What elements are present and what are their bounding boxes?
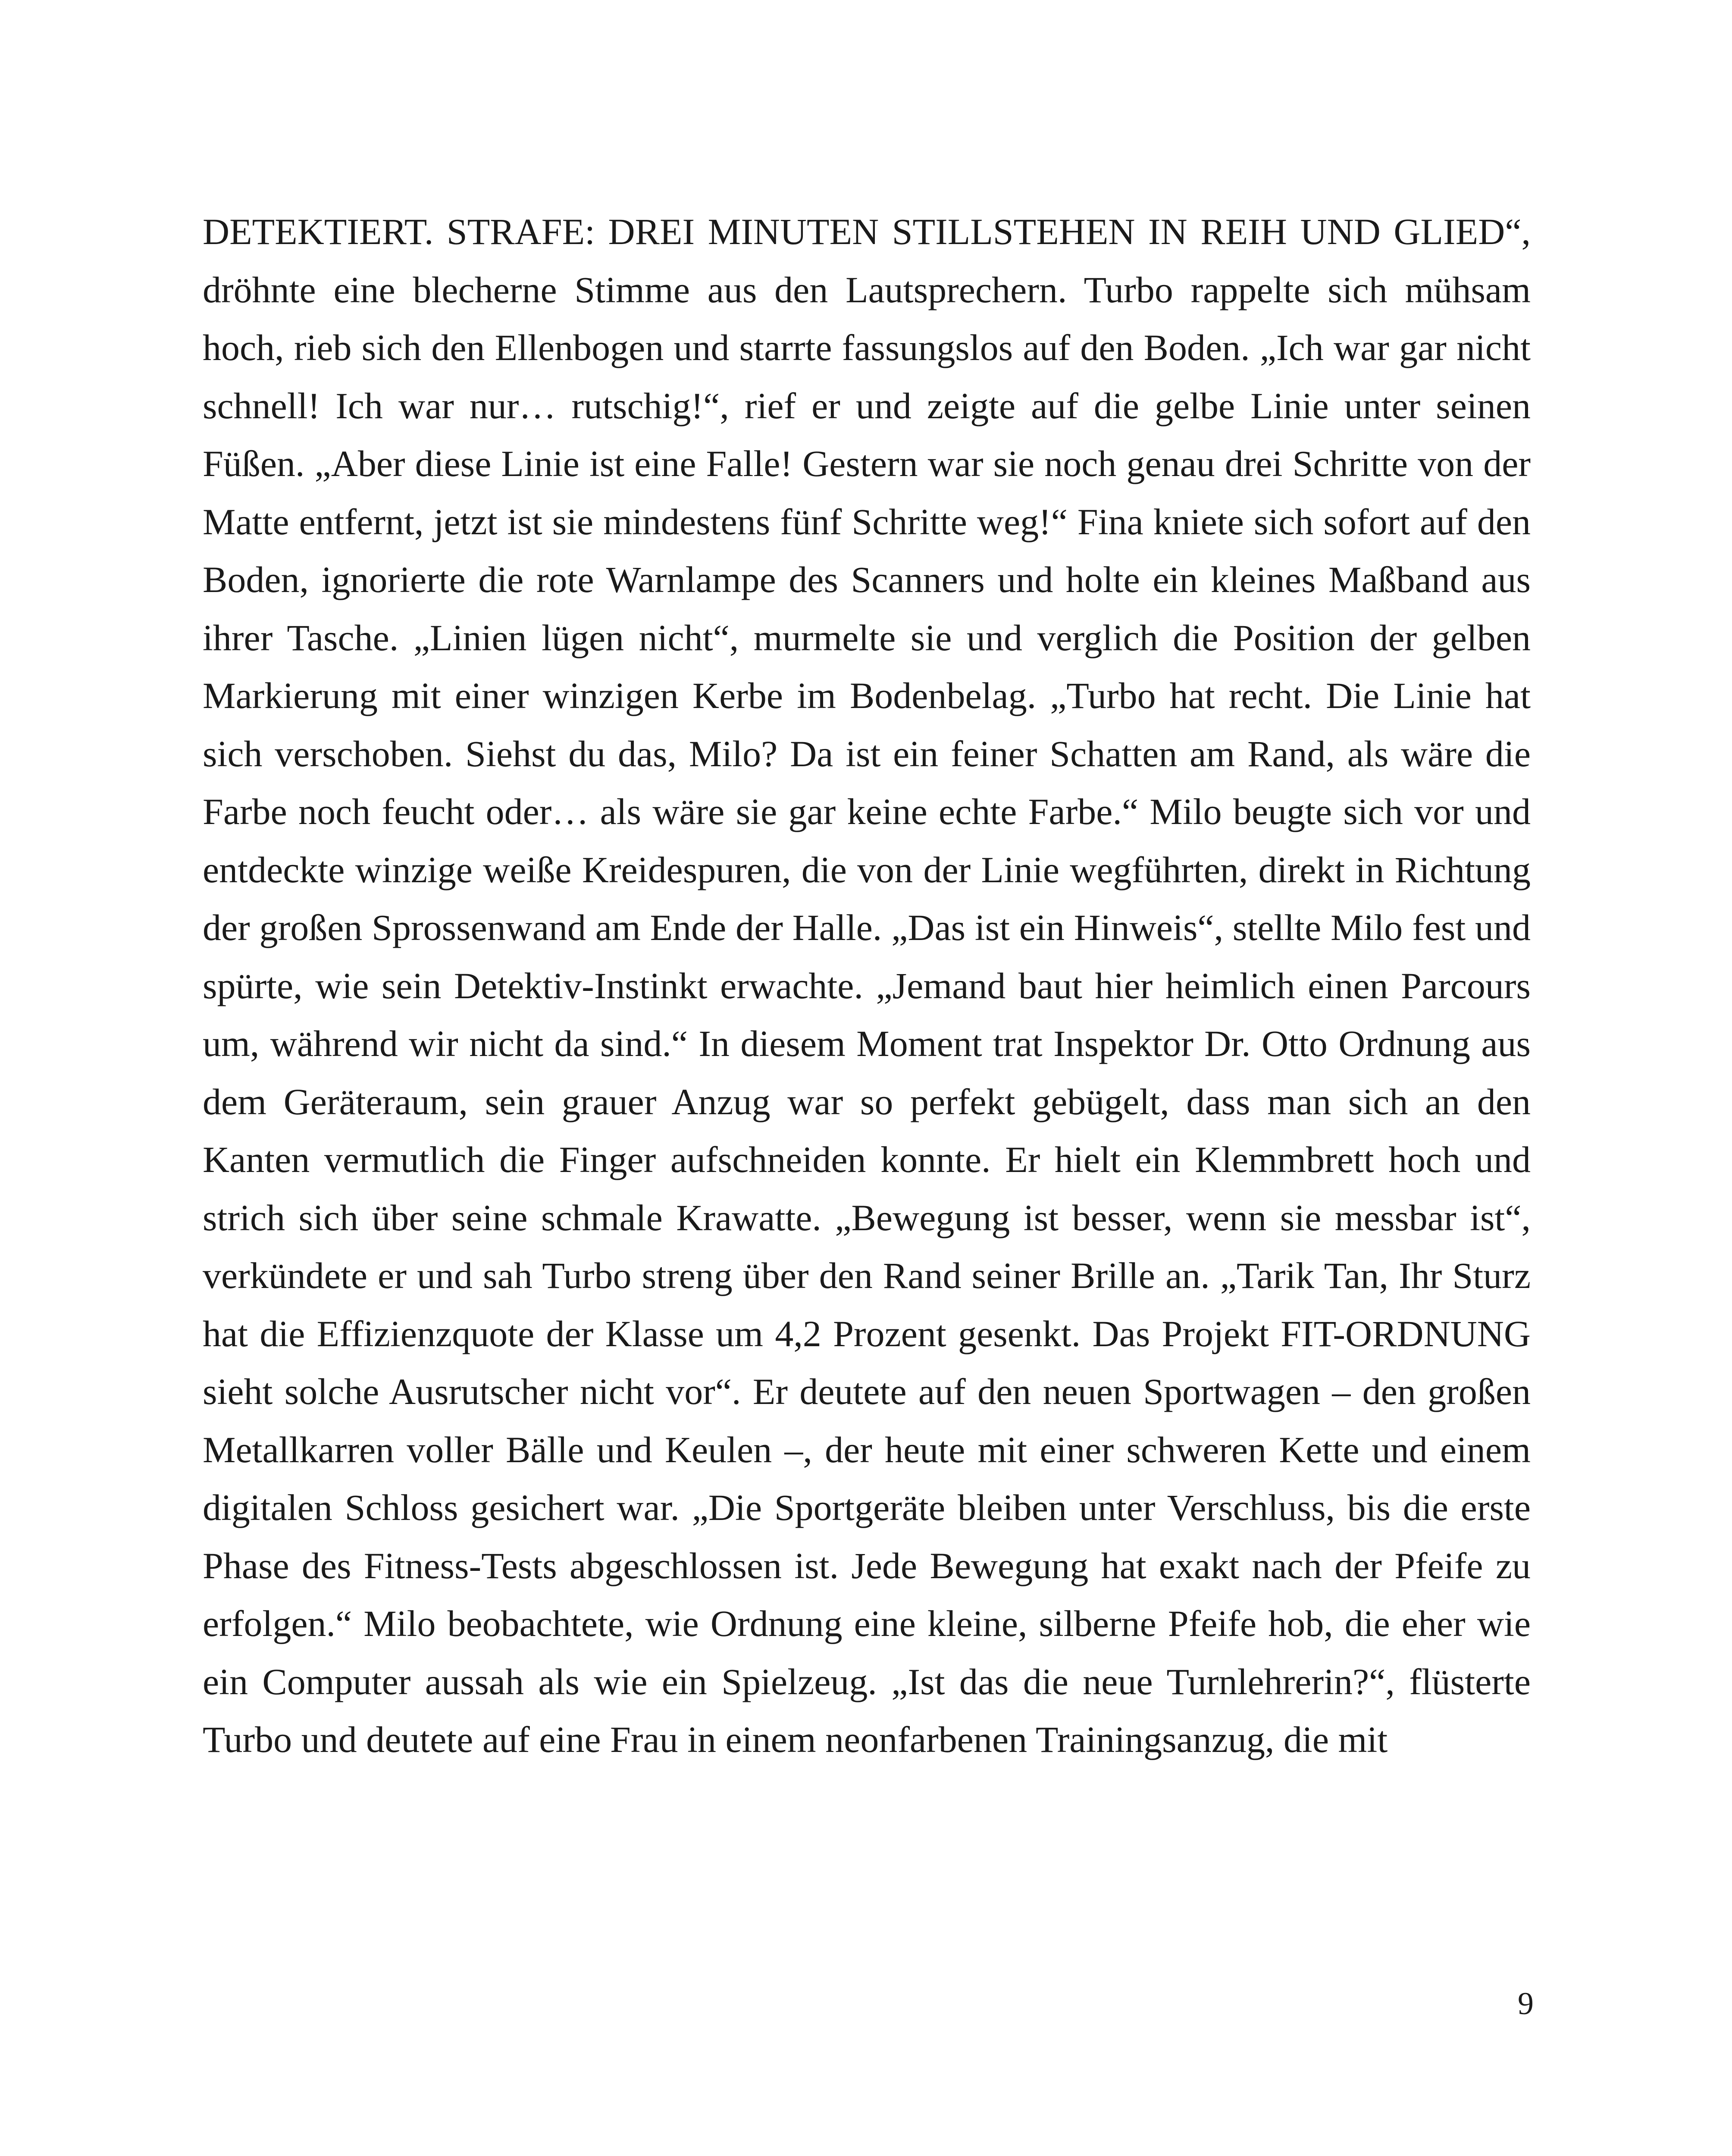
body-text: DETEKTIERT. STRAFE: DREI MINUTEN STILLSTEHEN IN REIH UND GLIED“, dröhnte eine blecherne Stimme aus den Lautsprechern. Turbo rappelte sich mühsam hoch, rieb sich den Ellenbogen und starrte fassungslos auf den Boden. „Ich war gar nicht schnell! Ich war nur… rutschig!“, rief er und zeigte auf die gelbe Linie unter seinen Füßen. „Aber diese Linie ist eine Falle! Gestern war sie noch genau drei Schritte von der Matte entfernt, jetzt ist sie mindestens fünf Schritte weg!“ Fina kniete sich sofort auf den Boden, ignorierte die rote Warnlampe des Scanners und holte ein kleines Maßband aus ihrer Tasche. „Linien lügen nicht“, murmelte sie und verglich die Position der gelben Markierung mit einer winzigen Kerbe im Bodenbelag. „Turbo hat recht. Die Linie hat sich verschoben. Siehst du das, Milo? Da ist ein feiner Schatten am Rand, als wäre die Farbe noch feucht oder… als wäre sie gar keine echte Farbe.“ Milo beugte sich vor und entdeckte winzige weiße Kreidespuren, die von der Linie wegführten, direkt in Richtung der großen Sprossenwand am Ende der Halle. „Das ist ein Hinweis“, stellte Milo fest und spürte, wie sein Detektiv-Instinkt erwachte. „Jemand baut hier heimlich einen Parcours um, während wir nicht da sind.“ In diesem Moment trat Inspektor Dr. Otto Ordnung aus dem Geräteraum, sein grauer Anzug war so perfekt gebügelt, dass man sich an den Kanten vermutlich die Finger aufschneiden konnte. Er hielt ein Klemmbrett hoch und strich sich über seine schmale Krawatte. „Bewegung ist besser, wenn sie messbar ist“, verkündete er und sah Turbo streng über den Rand seiner Brille an. „Tarik Tan, Ihr Sturz hat die Effizienzquote der Klasse um 4,2 Prozent gesenkt. Das Projekt FIT-ORDNUNG sieht solche Ausrutscher nicht vor“. Er deutete auf den neuen Sportwagen – den großen Metallkarren voller Bälle und Keulen –, der heute mit einer schweren Kette und einem digitalen Schloss gesichert war. „Die Sportgeräte bleiben unter Verschluss, bis die erste Phase des Fitness-Tests abgeschlossen ist. Jede Bewegung hat exakt nach der Pfeife zu erfolgen.“ Milo beobachtete, wie Ordnung eine kleine, silberne Pfeife hob, die eher wie ein Computer aussah als wie ein Spielzeug. „Ist das die neue Turnlehrerin?“, flüsterte Turbo und deutete auf eine Frau in einem neonfarbenen Trainingsanzug, die mit — [203, 211, 1531, 1760]
page-number: 9 — [1518, 1986, 1534, 2021]
